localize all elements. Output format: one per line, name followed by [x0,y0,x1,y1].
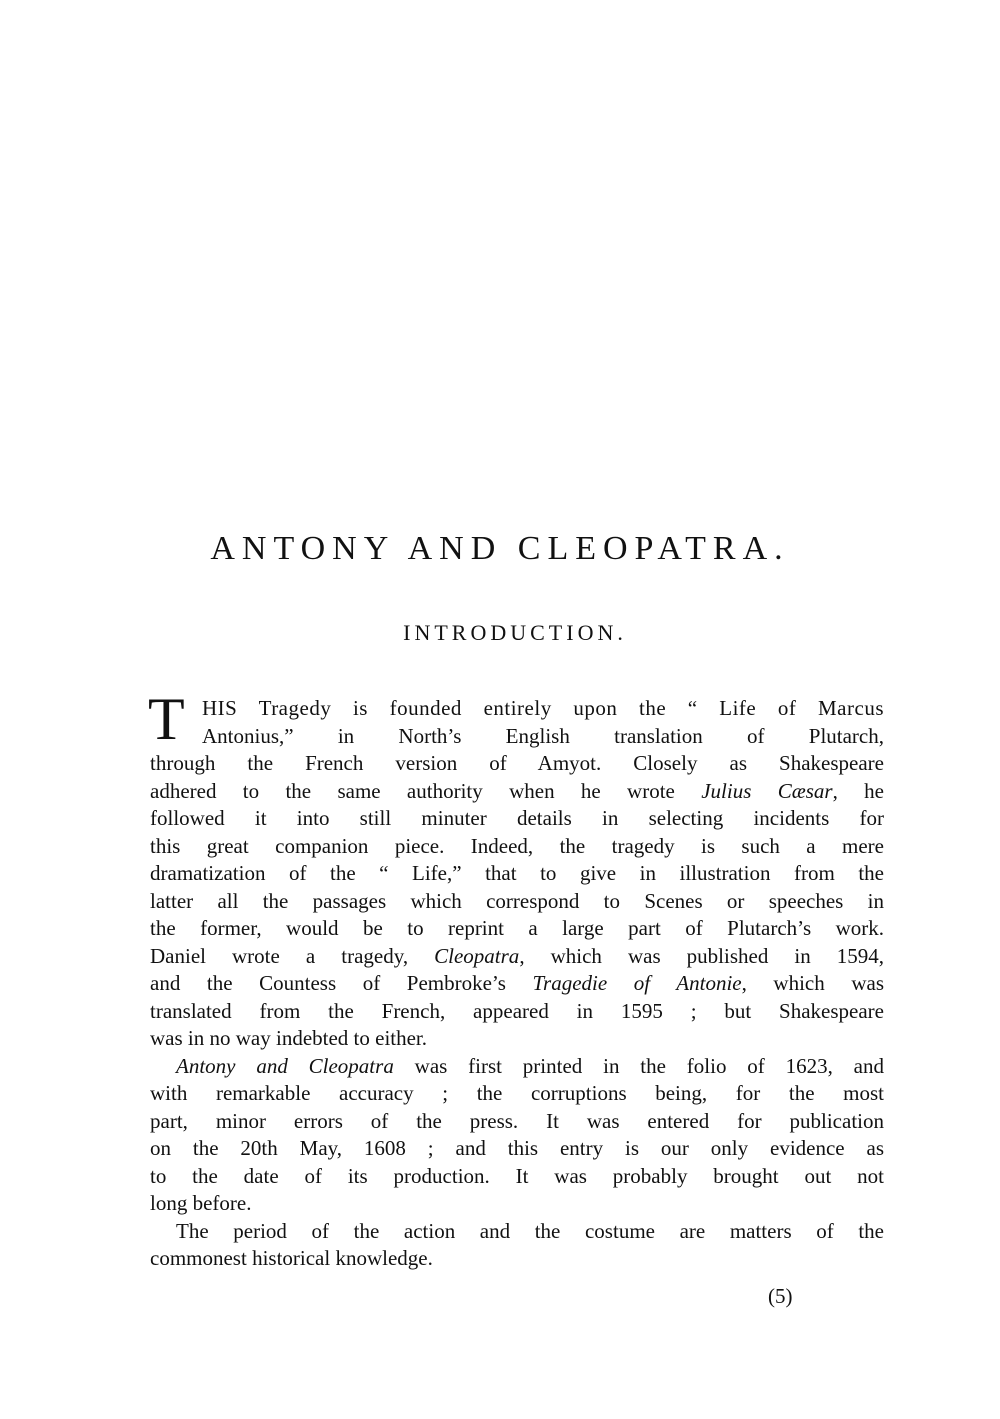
italic-title: Cleopatra [434,943,520,968]
paragraph-line: to the date of its production. It was probably brought out not [150,1163,884,1188]
paragraph-line: translated from the French, appeared in 1595 ; but Shakespeare [150,998,884,1023]
paragraph-line: was in no way indebted to either. [150,1026,428,1050]
paragraph-line: and the Countess of Pembroke’s Tragedie of Antonie, which was [150,971,884,995]
drop-cap: T [148,686,185,752]
paragraph-line: through the French version of Amyot. Closely as Shakespeare [150,751,884,775]
paragraph-line: Antonius,” in North’s English translation of Plutarch, [202,723,884,748]
paragraph-line: part, minor errors of the press. It was entered for publication [150,1108,884,1133]
paragraph-line: Daniel wrote a tragedy, Cleopatra, which was published in 1594, [150,943,884,968]
paragraph-line: this great companion piece. Indeed, the tragedy is such a mere [150,833,884,858]
page-title: ANTONY AND CLEOPATRA. [210,530,790,567]
paragraph-line: The period of the action and the costume are matters of the [176,1218,884,1243]
italic-title: Julius Cæsar [701,778,833,803]
paragraph-line: long before. [150,1191,252,1215]
paragraph-line: commonest historical knowledge. [150,1246,433,1270]
paragraph-line: followed it into still minuter details in selecting incidents for [150,806,884,830]
paragraph-line: Antony and Cleopatra was first printed in the folio of 1623, and [176,1053,885,1078]
paragraph-line: with remarkable accuracy ; the corruptions being, for the most [150,1081,884,1105]
italic-title: Antony and Cleopatra [176,1053,394,1078]
paragraph-line: HIS Tragedy is founded entirely upon the “ Life of Marcus [202,696,884,720]
paragraph-line: on the 20th May, 1608 ; and this entry is our only evidence as [150,1136,884,1160]
italic-title: Tragedie of Antonie [532,971,742,995]
paragraph-line: the former, would be to reprint a large part of Plutarch’s work. [150,916,884,940]
page-number: (5) [768,1284,793,1308]
paragraph-line: dramatization of the “ Life,” that to give in illustration from the [150,861,884,885]
section-heading: INTRODUCTION. [403,620,627,645]
body-text [148,686,885,1273]
paragraph-line: adhered to the same authority when he wrote Julius Cæsar, he [150,778,884,803]
paragraph-line: latter all the passages which correspond to Scenes or speeches in [150,888,884,913]
